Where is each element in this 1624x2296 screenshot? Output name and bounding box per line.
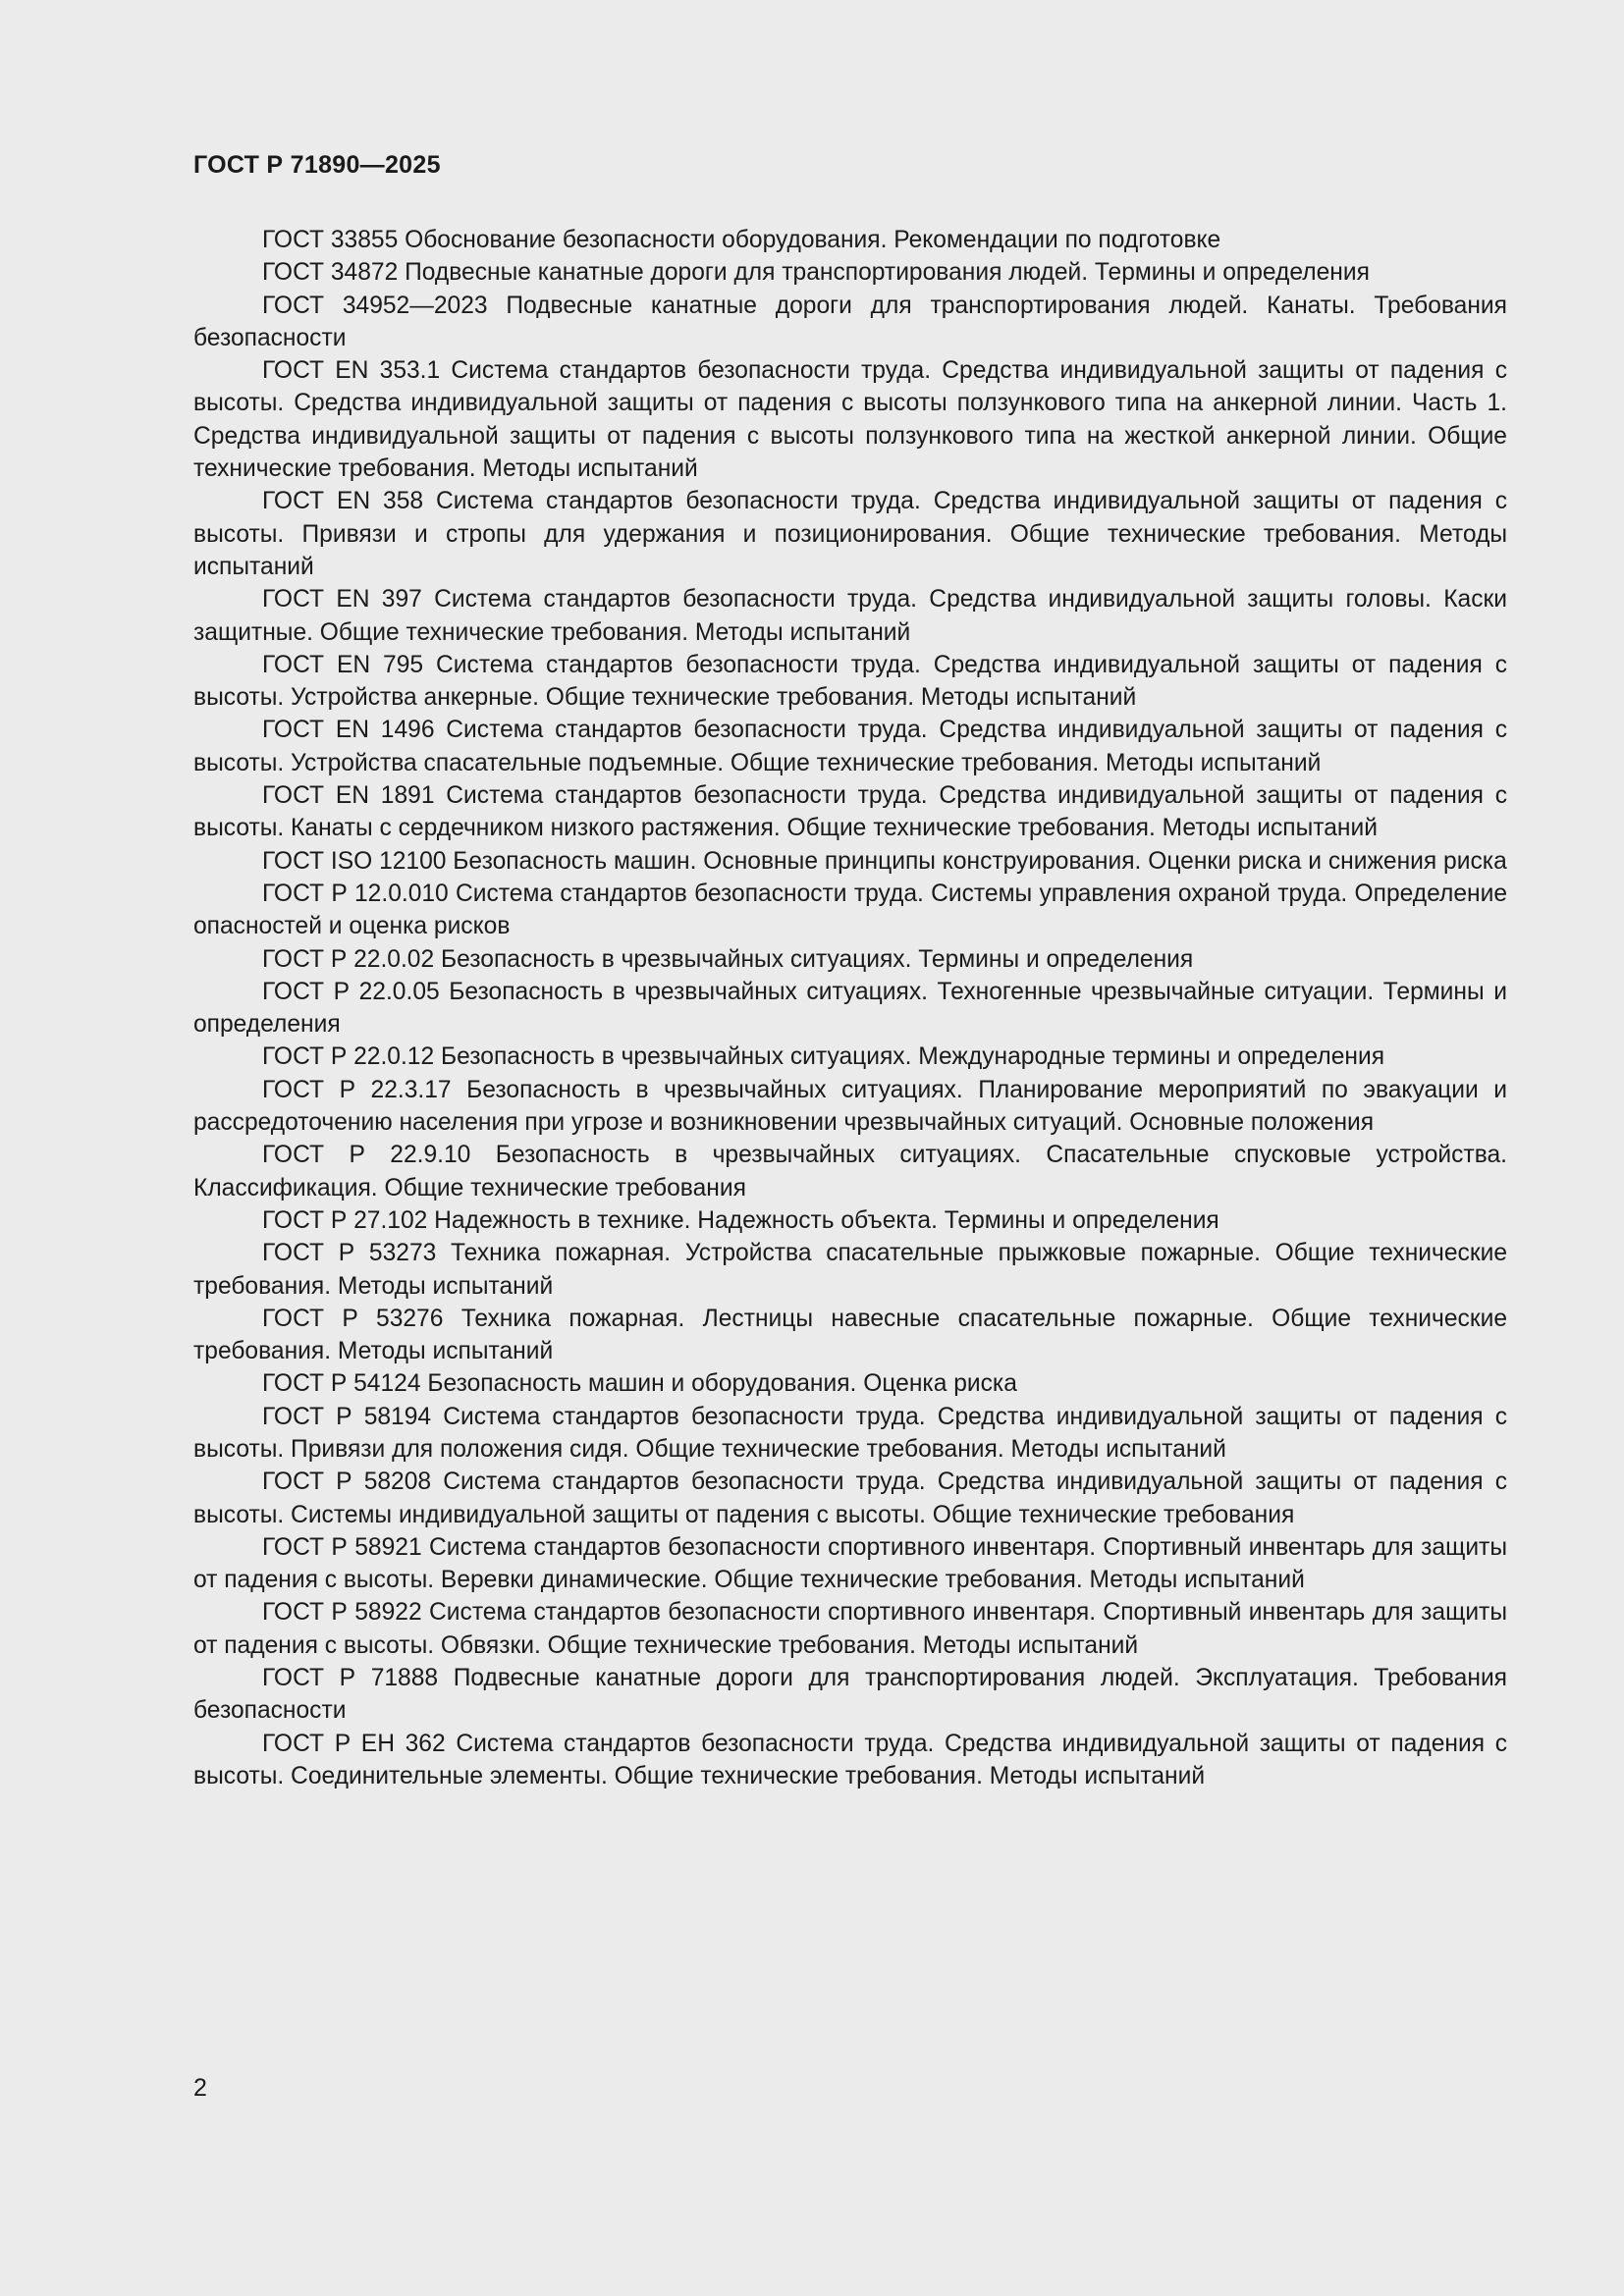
reference-item: ГОСТ Р 58922 Система стандартов безопасности спортивного инвентаря. Спортивный инвентарь для защиты от падения с высоты. Обвязки. Общие технические требования. Методы испытаний (193, 1599, 1507, 1659)
reference-item: ГОСТ Р 58921 Система стандартов безопасности спортивного инвентаря. Спортивный инвентарь для защиты от падения с высоты. Веревки динамические. Общие технические требования. Методы испытаний (193, 1533, 1507, 1594)
reference-item: ГОСТ Р 22.0.05 Безопасность в чрезвычайных ситуациях. Техногенные чрезвычайные ситуации. Термины и определения (193, 978, 1507, 1039)
reference-item: ГОСТ EN 795 Система стандартов безопасности труда. Средства индивидуальной защиты от падения с высоты. Устройства анкерные. Общие технические требования. Методы испытаний (193, 651, 1507, 712)
reference-item: ГОСТ 34952—2023 Подвесные канатные дороги для транспортирования людей. Канаты. Требования безопасности (193, 292, 1507, 351)
reference-item: ГОСТ Р 71888 Подвесные канатные дороги для транспортирования людей. Эксплуатация. Требования безопасности (193, 1665, 1507, 1725)
reference-item: ГОСТ Р 54124 Безопасность машин и оборудования. Оценка риска (262, 1370, 1017, 1398)
reference-item: ГОСТ EN 1891 Система стандартов безопасности труда. Средства индивидуальной защиты от падения с высоты. Канаты с сердечником низкого растяжения. Общие технические требования. Методы испытаний (193, 782, 1507, 842)
reference-item: ГОСТ EN 397 Система стандартов безопасности труда. Средства индивидуальной защиты головы. Каски защитные. Общие технические требования. Методы испытаний (193, 586, 1507, 646)
reference-item: ГОСТ Р ЕН 362 Система стандартов безопасности труда. Средства индивидуальной защиты от падения с высоты. Соединительные элементы. Общие технические требования. Методы испытаний (193, 1730, 1507, 1789)
reference-item: ГОСТ EN 1496 Система стандартов безопасности труда. Средства индивидуальной защиты от падения с высоты. Устройства спасательные подъемные. Общие технические требования. Методы испытаний (193, 717, 1507, 776)
reference-item: ГОСТ EN 358 Система стандартов безопасности труда. Средства индивидуальной защиты от падения с высоты. Привязи и стропы для удержания и позиционирования. Общие технические требования. Методы испытаний (193, 488, 1507, 580)
reference-item: ГОСТ 34872 Подвесные канатные дороги для транспортирования людей. Термины и определения (262, 259, 1370, 287)
reference-item: ГОСТ Р 22.0.02 Безопасность в чрезвычайных ситуациях. Термины и определения (262, 945, 1194, 973)
reference-item: ГОСТ Р 58208 Система стандартов безопасности труда. Средства индивидуальной защиты от падения с высоты. Системы индивидуальной защиты от падения с высоты. Общие технические требования (193, 1468, 1507, 1528)
reference-item: ГОСТ Р 53276 Техника пожарная. Лестницы навесные спасательные пожарные. Общие технические требования. Методы испытаний (193, 1305, 1507, 1365)
reference-item: ГОСТ Р 12.0.010 Система стандартов безопасности труда. Системы управления охраной труда. Определение опасностей и оценка рисков (193, 880, 1507, 940)
reference-item: ГОСТ Р 27.102 Надежность в технике. Надежность объекта. Термины и определения (262, 1206, 1219, 1234)
reference-item: ГОСТ Р 22.3.17 Безопасность в чрезвычайных ситуациях. Планирование мероприятий по эвакуации и рассредоточению населения при угрозе и возникновении чрезвычайных ситуаций. Основные положения (193, 1076, 1507, 1137)
reference-item: ГОСТ 33855 Обоснование безопасности оборудования. Рекомендации по подготовке (262, 227, 1221, 253)
reference-item: ГОСТ EN 353.1 Система стандартов безопасности труда. Средства индивидуальной защиты от падения с высоты. Средства индивидуальной защиты от падения с высоты ползункового типа на анкерной линии. Часть 1. Средства индивидуальной защиты от падения с высоты ползункового типа на жесткой анкерной линии. Общие технические требования. Методы испытаний (193, 357, 1507, 483)
normative-references-list (193, 224, 1507, 1792)
reference-item: ГОСТ Р 53273 Техника пожарная. Устройства спасательные прыжковые пожарные. Общие технические требования. Методы испытаний (193, 1240, 1507, 1300)
reference-item: ГОСТ Р 22.0.12 Безопасность в чрезвычайных ситуациях. Международные термины и определения (262, 1043, 1385, 1071)
page-number: 2 (193, 2074, 207, 2102)
reference-item: ГОСТ ISO 12100 Безопасность машин. Основные принципы конструирования. Оценки риска и снижения риска (262, 847, 1507, 875)
reference-item: ГОСТ Р 22.9.10 Безопасность в чрезвычайных ситуациях. Спасательные спусковые устройства. Классификация. Общие технические требования (193, 1142, 1507, 1201)
reference-item: ГОСТ Р 58194 Система стандартов безопасности труда. Средства индивидуальной защиты от падения с высоты. Привязи для положения сидя. Общие технические требования. Методы испытаний (193, 1403, 1507, 1463)
document-header: ГОСТ Р 71890—2025 (193, 151, 441, 179)
